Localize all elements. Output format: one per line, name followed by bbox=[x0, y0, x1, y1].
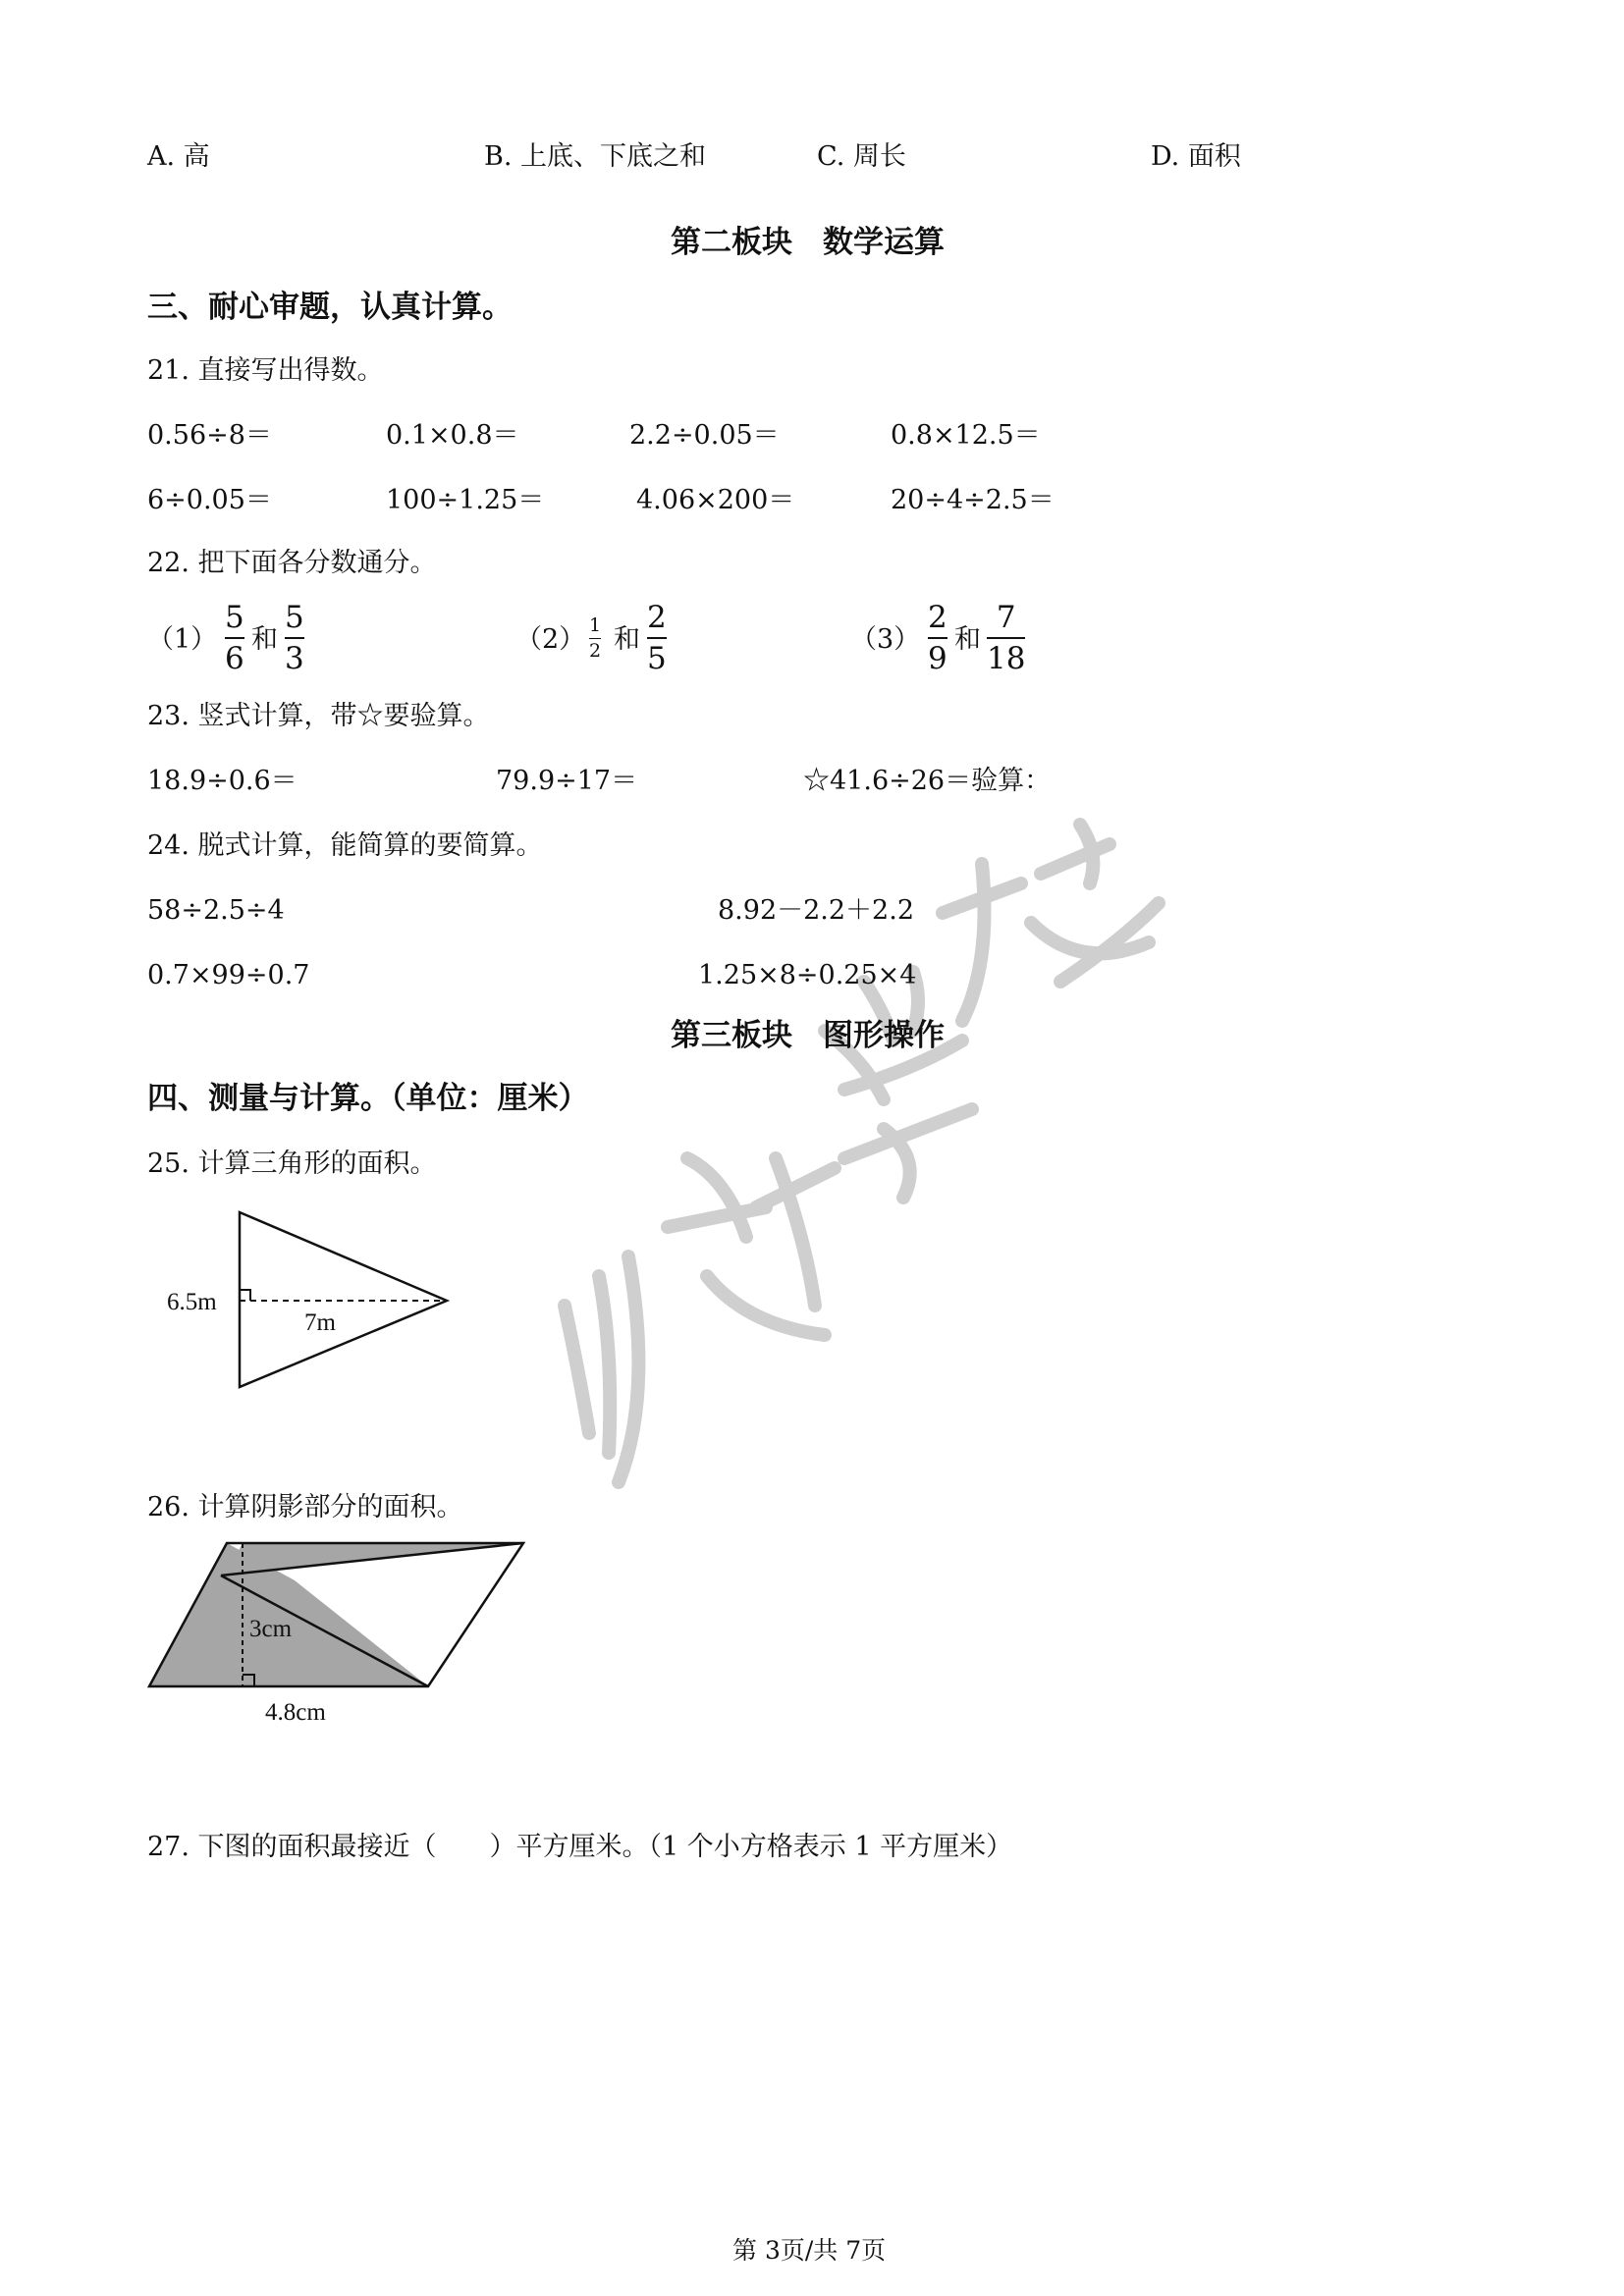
q26-height-label: 3cm bbox=[249, 1616, 293, 1642]
q21-item: 6÷0.05＝ bbox=[147, 485, 272, 515]
numerator: 2 bbox=[928, 600, 947, 635]
q20-option-a: A. 高 bbox=[147, 141, 210, 172]
q27-label: 27. 下图的面积最接近（ ）平方厘米。（1 个小方格表示 1 平方厘米） bbox=[147, 1832, 1013, 1862]
q24-label: 24. 脱式计算，能简算的要简算。 bbox=[147, 830, 543, 861]
q21-item: 100÷1.25＝ bbox=[386, 485, 545, 515]
q21-item: 2.2÷0.05＝ bbox=[629, 420, 780, 451]
denominator: 3 bbox=[285, 641, 304, 676]
conjunction: 和 bbox=[614, 624, 640, 655]
q21-item: 0.1×0.8＝ bbox=[386, 420, 519, 451]
fraction bbox=[647, 600, 667, 676]
denominator: 9 bbox=[928, 641, 947, 676]
denominator: 2 bbox=[589, 640, 602, 662]
q21-item: 0.8×12.5＝ bbox=[891, 420, 1041, 451]
q25-label: 25. 计算三角形的面积。 bbox=[147, 1148, 437, 1179]
q20-option-c: C. 周长 bbox=[817, 141, 906, 172]
section2-heading: 第二板块 数学运算 bbox=[671, 225, 945, 260]
q24-item: 1.25×8÷0.25×4 bbox=[698, 960, 917, 990]
q20-option-d: D. 面积 bbox=[1151, 141, 1241, 172]
section3-heading: 第三板块 图形操作 bbox=[671, 1018, 945, 1053]
conjunction: 和 bbox=[954, 624, 981, 655]
denominator: 18 bbox=[987, 641, 1026, 676]
q22-index: （1） bbox=[147, 624, 218, 655]
q26-base-label: 4.8cm bbox=[265, 1699, 326, 1726]
q24-item: 58÷2.5÷4 bbox=[147, 895, 285, 926]
q23-item: 18.9÷0.6＝ bbox=[147, 766, 298, 796]
part3-title: 三、耐心审题，认真计算。 bbox=[147, 290, 513, 325]
q21-label: 21. 直接写出得数。 bbox=[147, 355, 384, 386]
page-footer: 第 3页/共 7页 bbox=[732, 2236, 887, 2265]
q24-item: 0.7×99÷0.7 bbox=[147, 960, 310, 990]
denominator: 5 bbox=[647, 641, 667, 676]
q21-item: 4.06×200＝ bbox=[636, 485, 795, 515]
numerator: 1 bbox=[589, 614, 602, 636]
part4-title: 四、测量与计算。（单位：厘米） bbox=[147, 1081, 589, 1116]
fraction bbox=[285, 600, 304, 676]
q24-item: 8.92－2.2＋2.2 bbox=[718, 895, 914, 926]
q26-parallelogram-figure bbox=[147, 1531, 540, 1728]
q22-index: （3） bbox=[850, 624, 921, 655]
q25-triangle-figure bbox=[147, 1198, 461, 1414]
fraction bbox=[225, 600, 244, 676]
q21-item: 20÷4÷2.5＝ bbox=[891, 485, 1055, 515]
q26-label: 26. 计算阴影部分的面积。 bbox=[147, 1492, 463, 1522]
fraction bbox=[589, 616, 601, 661]
q23-label: 23. 竖式计算，带☆要验算。 bbox=[147, 701, 490, 731]
q21-item: 0.56÷8＝ bbox=[147, 420, 272, 451]
numerator: 5 bbox=[225, 600, 244, 635]
conjunction: 和 bbox=[251, 624, 278, 655]
q25-side-label: 6.5m bbox=[167, 1289, 217, 1315]
q23-item: 79.9÷17＝ bbox=[496, 766, 638, 796]
numerator: 7 bbox=[996, 600, 1016, 635]
fraction bbox=[928, 600, 947, 676]
q22-label: 22. 把下面各分数通分。 bbox=[147, 548, 437, 578]
denominator: 6 bbox=[225, 641, 244, 676]
q22-index: （2） bbox=[515, 624, 586, 655]
numerator: 2 bbox=[647, 600, 667, 635]
q25-height-label: 7m bbox=[304, 1309, 336, 1336]
fraction bbox=[987, 600, 1026, 676]
q23-item: ☆41.6÷26＝验算： bbox=[803, 766, 1052, 796]
numerator: 5 bbox=[285, 600, 304, 635]
q20-option-b: B. 上底、下底之和 bbox=[484, 141, 707, 172]
right-angle-mark bbox=[240, 1290, 250, 1301]
